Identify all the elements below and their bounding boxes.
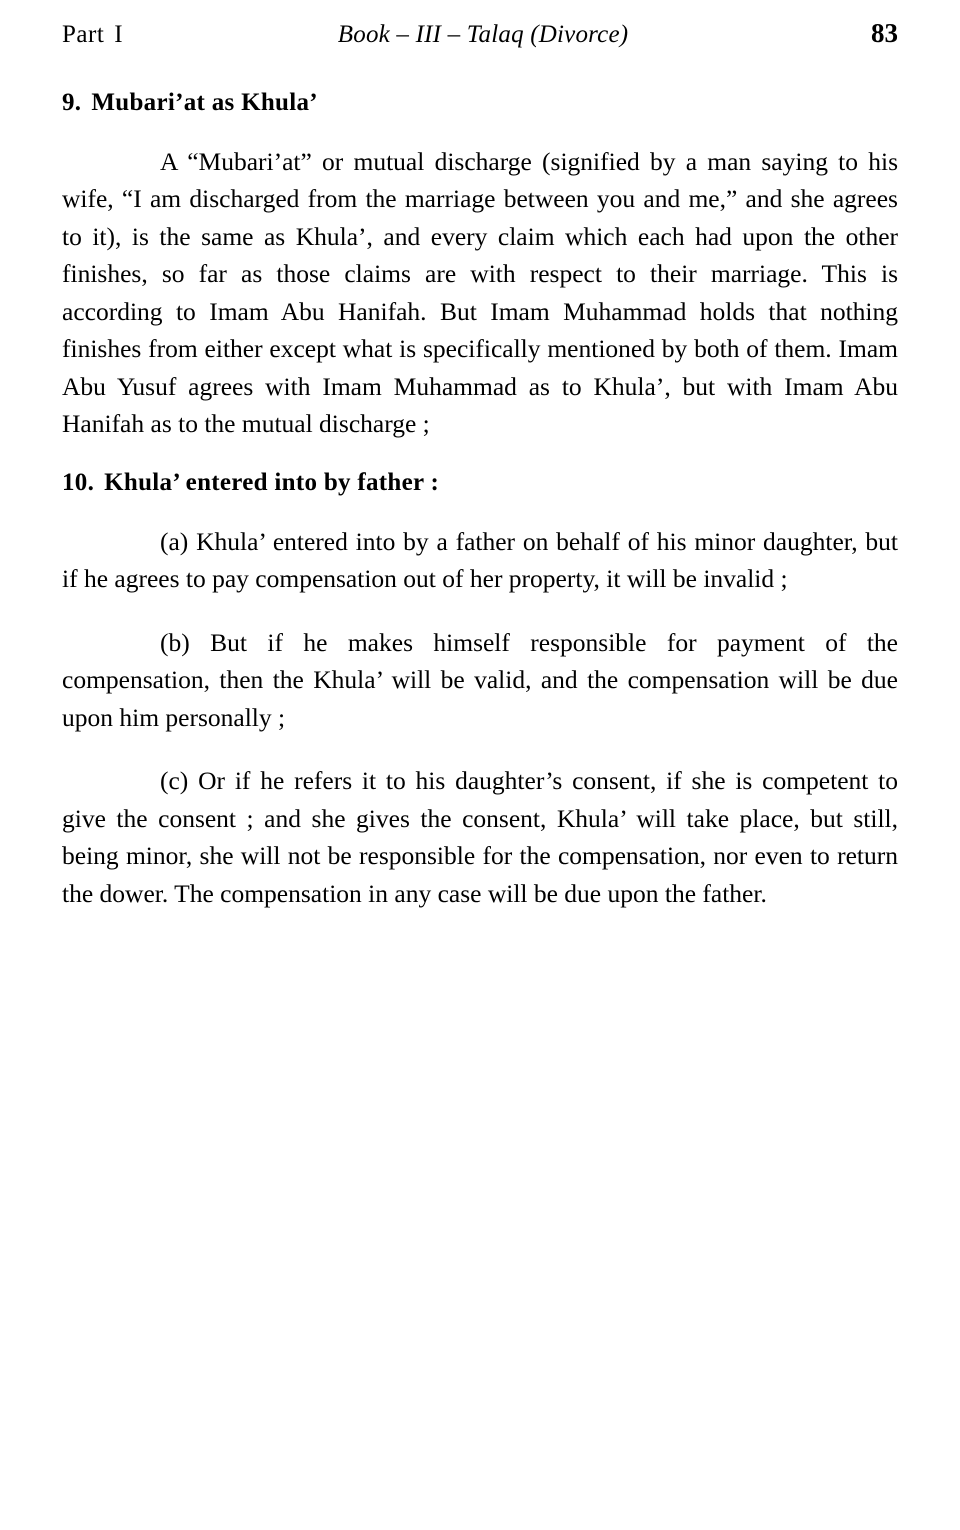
part-label: Part [62, 21, 105, 48]
section-title-10: Khula’ entered into by father : [104, 468, 440, 496]
section-number-10: 10. [62, 468, 95, 496]
paragraph-9-1 [62, 143, 898, 443]
running-head-left [62, 21, 123, 49]
page-number: 83 [871, 18, 898, 48]
paragraph-10-a [62, 523, 898, 598]
part-number: I [114, 21, 124, 48]
running-head [62, 18, 898, 49]
section-heading-10 [62, 469, 898, 497]
paragraph-10-c [62, 762, 898, 912]
paragraph-text: (c) Or if he refers it to his daughter’s consent, if she is competent to give the consent ; and she gives the consent, Khula’ will take place, but still, being minor, she will not be responsible for the compensation, nor even to return the dower. The compensation in any case will be due upon the father. [62, 766, 898, 908]
section-number-9: 9. [62, 89, 82, 116]
paragraph-text: (b) But if he makes himself responsible for payment of the compensation, then the Khula’ will be valid, and the compensation will be due upon him personally ; [62, 627, 898, 732]
paragraph-text: (a) Khula’ entered into by a father on behalf of his minor daughter, but if he agrees to pay compensation out of her property, it will be invalid ; [62, 526, 898, 594]
running-head-title: Book – III – Talaq (Divorce) [337, 21, 629, 48]
section-heading-9 [62, 89, 898, 117]
section-title-9: Mubari’at as Khula’ [91, 89, 318, 116]
paragraph-text: A “Mubari’at” or mutual discharge (signified by a man saying to his wife, “I am discharged from the marriage between you and me,” and she agrees to it), is the same as Khula’, and every claim which each had upon the other finishes, so far as those claims are with respect to their marriage. This is according to Imam Abu Hanifah. But Imam Muhammad holds that nothing finishes from either except what is specifically mentioned by both of them. Imam Abu Yusuf agrees with Imam Muhammad as to Khula’, but with Imam Abu Hanifah as to the mutual discharge ; [62, 147, 898, 439]
paragraph-10-b [62, 624, 898, 736]
